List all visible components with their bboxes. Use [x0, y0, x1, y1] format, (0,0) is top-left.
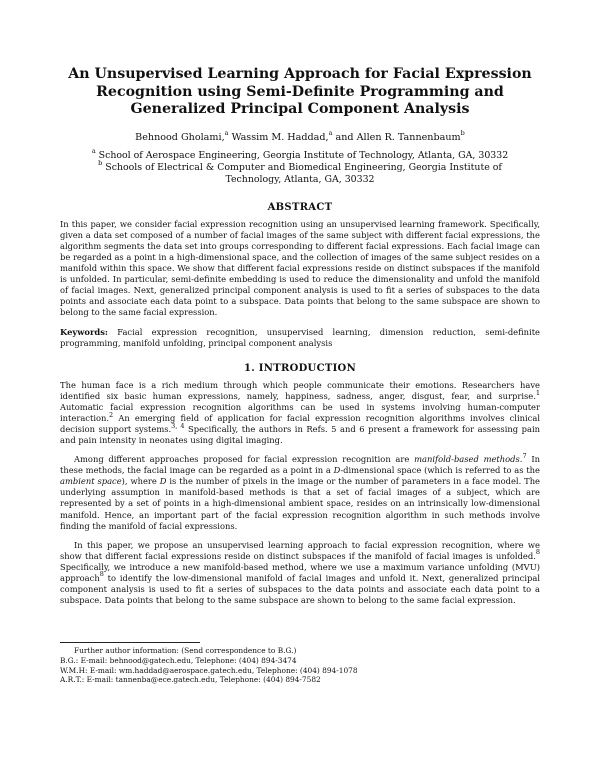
footnote-line: Further author information: (Send correspondence to B.G.) — [74, 646, 297, 655]
paragraph-text: Automatic facial expression recognition algorithms can be used in systems involving human-computer interaction. — [60, 402, 540, 424]
paragraph-text: to identify the low-dimensional manifold of facial images and unfold it. Next, generalized principal component analysis is used to fit a series of subspaces to the data points and associate each data point to a subspace. Data points that belong to the same subspace are shown to belong to the same facial expression. — [60, 572, 540, 605]
paragraph-text: ), where — [121, 476, 160, 487]
paragraph-text: An emerging field of application for facial expression recognition algorithms involves clinical decision support systems. — [60, 413, 540, 435]
affiliation-marker: a — [91, 146, 96, 155]
citation-marker: 3, 4 — [171, 421, 185, 430]
footnote-line: B.G.: E-mail: behnood@gatech.edu, Telephone: (404) 894-3474 — [60, 655, 297, 665]
section-heading-introduction: 1. INTRODUCTION — [243, 363, 357, 375]
paper-title — [60, 66, 540, 119]
affiliation-a — [80, 146, 520, 162]
author-name: Behnood Gholami, — [135, 131, 225, 143]
intro-paragraph-2 — [60, 454, 540, 531]
paragraph-text: In this paper, we propose an unsupervised learning approach to facial expression recognition, where we show that different facial expressions reside on distinct subspaces if the manifold of facial images is unfolded. — [60, 539, 540, 561]
footnote-divider — [60, 642, 200, 643]
paragraph-text: Specifically, the authors in Refs. 5 and 6 present a framework for assessing pain and pain intensity in neonates using digital imaging. — [60, 424, 540, 446]
paragraph-text: In these methods, the facial image can be regarded as a point in a — [60, 454, 541, 476]
emphasis-text: ambient space — [60, 476, 122, 487]
citation-marker: 2 — [109, 410, 114, 419]
keywords — [60, 327, 540, 349]
affiliations — [60, 146, 540, 186]
math-symbol: D — [333, 465, 341, 476]
keywords-text: Facial expression recognition, unsupervised learning, dimension reduction, semi-definite programming, manifold unfolding, principal component analysis — [60, 326, 540, 348]
citation-marker: 8 — [99, 570, 104, 579]
citation-marker: 1 — [535, 388, 540, 397]
footnotes — [60, 642, 540, 685]
intro-paragraph-1 — [60, 380, 540, 446]
paragraph-text: is the number of pixels in the image or the number of parameters in a face model. The underlying assumption in manifold-based methods is that a set of facial images of a subject, which are represented by a set of points in a high-dimensional ambient space, resides on an intrinsically low-dimensional manifold. Hence, an important part of the facial expression recognition algorithm in such methods involve finding the manifold of facial expressions. — [60, 476, 540, 531]
affiliation-marker: a — [224, 128, 229, 137]
paragraph-text: The human face is a rich medium through which people communicate their emotions. Researchers have identified six basic human expressions, namely, happiness, sadness, anger, disgust, fear, and surprise. — [60, 380, 540, 402]
affiliation-text: Schools of Electrical & Computer and Biomedical Engineering, Georgia Institute of Technology, Atlanta, GA, 30332 — [102, 161, 502, 185]
paragraph-text: -dimensional space (which is referred to as the — [340, 465, 540, 476]
paper-page — [60, 66, 540, 606]
math-symbol: D — [159, 476, 167, 487]
title-line: Generalized Principal Component Analysis — [130, 101, 470, 117]
affiliation-marker: b — [98, 158, 103, 167]
author-name: and Allen R. Tannenbaum — [332, 131, 461, 143]
paragraph-text: Among different approaches proposed for facial expression recognition are — [74, 454, 415, 465]
citation-marker: 7 — [522, 452, 527, 461]
title-line: Recognition using Semi-Definite Programming and — [96, 83, 504, 100]
affiliation-marker: b — [460, 128, 465, 137]
affiliation-b — [80, 158, 520, 186]
citation-marker: 8 — [535, 548, 540, 557]
emphasis-text: manifold-based methods — [414, 454, 520, 465]
author-list — [60, 128, 540, 144]
paragraph-text: Specifically, we introduce a new manifold-based method, where we use a maximum variance unfolding (MVU) approach — [60, 561, 540, 583]
abstract-heading: ABSTRACT — [267, 201, 333, 213]
intro-paragraph-3 — [60, 540, 540, 606]
affiliation-marker: a — [328, 128, 333, 137]
affiliation-text: School of Aerospace Engineering, Georgia Institute of Technology, Atlanta, GA, 30332 — [95, 149, 509, 161]
abstract-body: In this paper, we consider facial expression recognition using an unsupervised learning framework. Specifically, given a data set composed of a number of facial images of the same subject with different facial expressions, the algorithm segments the data set into groups corresponding to different facial expressions. Each facial image can be regarded as a point in a high-dimensional space, and the collection of images of the same subject resides on a manifold within this space. We show that different facial expressions reside on distinct subspaces if the manifold is unfolded. In particular, semi-definite embedding is used to reduce the dimensionality and unfold the manifold of facial images. Next, generalized principal component analysis is used to fit a series of subspaces to the data points and associate each data point to a subspace. Data points that belong to the same subspace are shown to belong to the same facial expression. — [60, 218, 540, 317]
keywords-label: Keywords: — [60, 326, 108, 337]
author-name: Wassim M. Haddad, — [228, 131, 329, 143]
paragraph-text: . — [519, 454, 523, 465]
footnote-line: A.R.T.: E-mail: tannenba@ece.gatech.edu, Telephone: (404) 894-7582 — [60, 675, 321, 685]
footnote-line: W.M.H: E-mail: wm.haddad@aerospace.gatech.edu, Telephone: (404) 894-1078 — [60, 665, 358, 675]
title-line: An Unsupervised Learning Approach for Facial Expression — [68, 66, 532, 82]
